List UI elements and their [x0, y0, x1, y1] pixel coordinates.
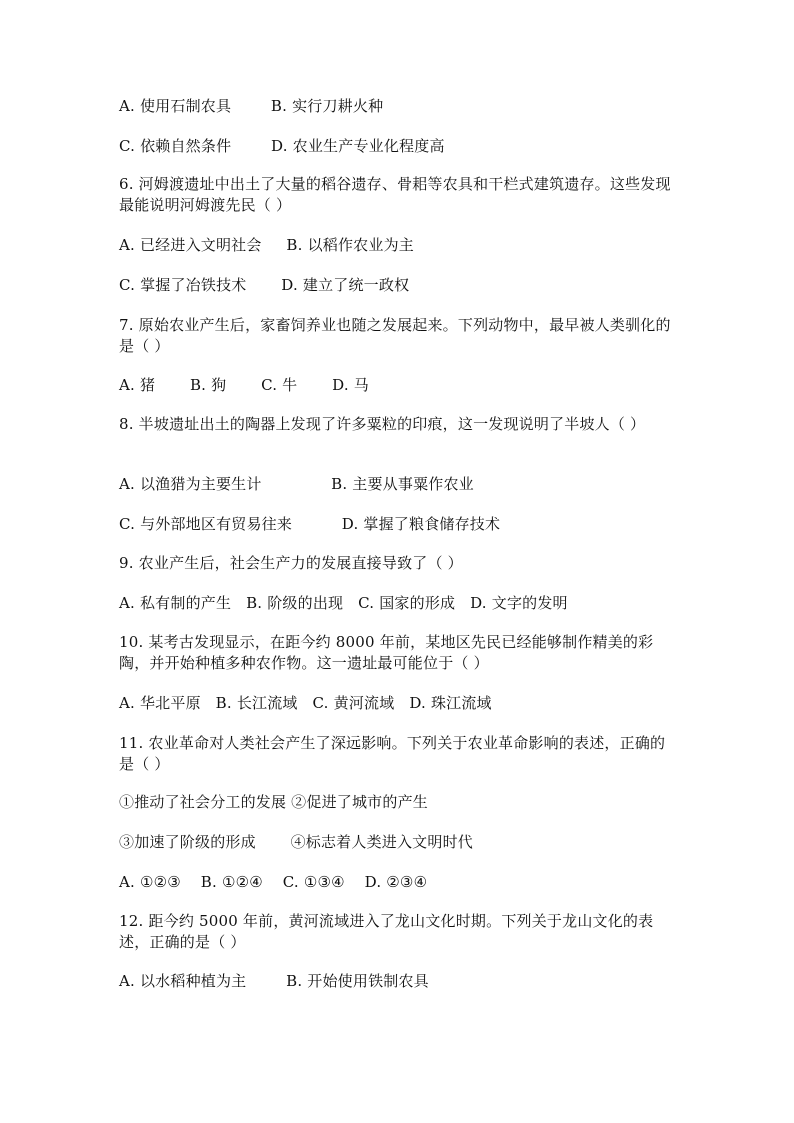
question-10: 10. 某考古发现显示，在距今约 8000 年前，某地区先民已经能够制作精美的彩陶，并开始种植多种农作物。这一遗址最可能位于（ ）	[119, 633, 654, 672]
question-6: 6. 河姆渡遗址中出土了大量的稻谷遗存、骨耜等农具和干栏式建筑遗存。这些发现最能说明河姆渡先民（ ）	[119, 175, 671, 214]
question-8: 8. 半坡遗址出土的陶器上发现了许多粟粒的印痕，这一发现说明了半坡人（ ）	[119, 415, 646, 433]
q9-options: A. 私有制的产生 B. 阶级的出现 C. 国家的形成 D. 文字的发明	[119, 594, 568, 612]
q8-options-cd: C. 与外部地区有贸易往来 D. 掌握了粮食储存技术	[119, 515, 501, 533]
question-7: 7. 原始农业产生后，家畜饲养业也随之发展起来。下列动物中，最早被人类驯化的是（ ）	[119, 316, 671, 355]
question-11: 11. 农业革命对人类社会产生了深远影响。下列关于农业革命影响的表述，正确的是（ ）	[119, 734, 666, 773]
q10-options: A. 华北平原 B. 长江流域 C. 黄河流域 D. 珠江流域	[119, 694, 492, 712]
question-9: 9. 农业产生后，社会生产力的发展直接导致了（ ）	[119, 554, 463, 572]
q5-options-ab: A. 使用石制农具 B. 实行刀耕火种	[119, 97, 384, 115]
q11-options: A. ①②③ B. ①②④ C. ①③④ D. ②③④	[119, 873, 428, 891]
q7-options: A. 猪 B. 狗 C. 牛 D. 马	[119, 376, 369, 394]
q6-options-ab: A. 已经进入文明社会 B. 以稻作农业为主	[119, 236, 414, 254]
q11-statements-2: ③加速了阶级的形成 ④标志着人类进入文明时代	[119, 833, 473, 851]
q12-options-ab: A. 以水稻种植为主 B. 开始使用铁制农具	[119, 972, 429, 990]
q8-options-ab: A. 以渔猎为主要生计 B. 主要从事粟作农业	[119, 475, 474, 493]
q11-statements-1: ①推动了社会分工的发展 ②促进了城市的产生	[119, 793, 428, 811]
question-12: 12. 距今约 5000 年前，黄河流域进入了龙山文化时期。下列关于龙山文化的表述，正确的是（ ）	[119, 912, 654, 951]
q5-options-cd: C. 依赖自然条件 D. 农业生产专业化程度高	[119, 137, 445, 155]
q6-options-cd: C. 掌握了冶铁技术 D. 建立了统一政权	[119, 276, 410, 294]
